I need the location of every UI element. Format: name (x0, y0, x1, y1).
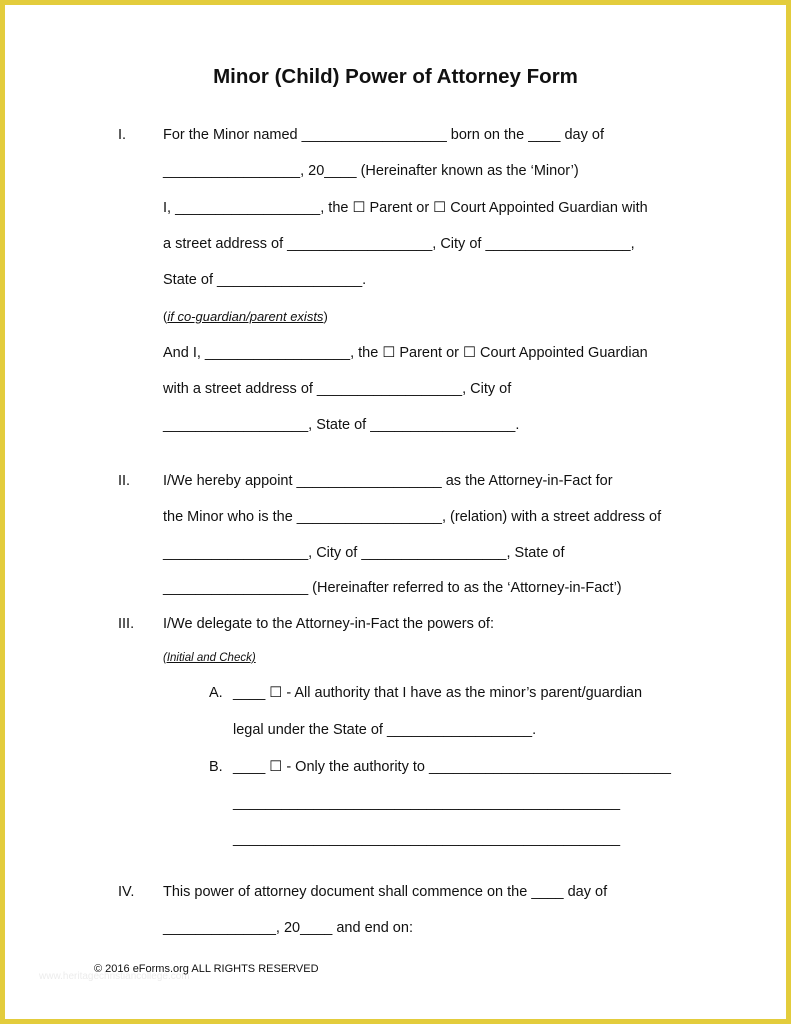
initial-and-check-note: (Initial and Check) (163, 652, 256, 664)
section-2-numeral: II. (118, 473, 131, 489)
section-3-numeral: III. (118, 616, 135, 632)
section-2-line: I/We hereby appoint __________________ as the Attorney-in-Fact for (163, 473, 613, 489)
section-1-line: For the Minor named __________________ born on the ____ day of (163, 127, 604, 143)
section-1-line: _________________, 20____ (Hereinafter known as the ‘Minor’) (163, 163, 579, 179)
option-a-label: A. (209, 685, 223, 701)
section-1-line: I, __________________, the ☐ Parent or ☐ Court Appointed Guardian with (163, 200, 648, 216)
option-b-label: B. (209, 759, 223, 775)
section-1-line: __________________, State of __________________. (163, 417, 520, 433)
copyright-footer: © 2016 eForms.org ALL RIGHTS RESERVED (94, 963, 319, 975)
section-1-line: And I, __________________, the ☐ Parent or ☐ Court Appointed Guardian (163, 345, 648, 361)
option-b-line: ________________________________________________ (233, 795, 621, 811)
section-1-numeral: I. (118, 127, 127, 143)
section-2-line: the Minor who is the __________________, (relation) with a street address of (163, 509, 662, 525)
section-3-intro: I/We delegate to the Attorney-in-Fact the powers of: (163, 616, 494, 632)
section-4-line: This power of attorney document shall commence on the ____ day of (163, 884, 608, 900)
option-b-line: ________________________________________________ (233, 831, 621, 847)
option-a-line: ____ ☐ - All authority that I have as the minor’s parent/guardian (233, 685, 643, 701)
section-2-line: __________________, City of __________________, State of (163, 545, 565, 561)
co-guardian-note: (if co-guardian/parent exists) (163, 309, 328, 324)
section-4-numeral: IV. (118, 884, 135, 900)
section-2-line: __________________ (Hereinafter referred to as the ‘Attorney-in-Fact’) (163, 580, 622, 596)
watermark-text: www.heritagechristiancollege.com (39, 971, 190, 982)
option-a-line: legal under the State of __________________. (233, 722, 537, 738)
option-b-line: ____ ☐ - Only the authority to ______________________________ (233, 759, 671, 775)
section-1-line: State of __________________. (163, 272, 367, 288)
section-1-line: a street address of __________________, City of __________________, (163, 236, 635, 252)
page-title: Minor (Child) Power of Attorney Form (213, 65, 578, 88)
section-1-line: with a street address of __________________, City of (163, 381, 512, 397)
section-4-line: ______________, 20____ and end on: (163, 920, 413, 936)
